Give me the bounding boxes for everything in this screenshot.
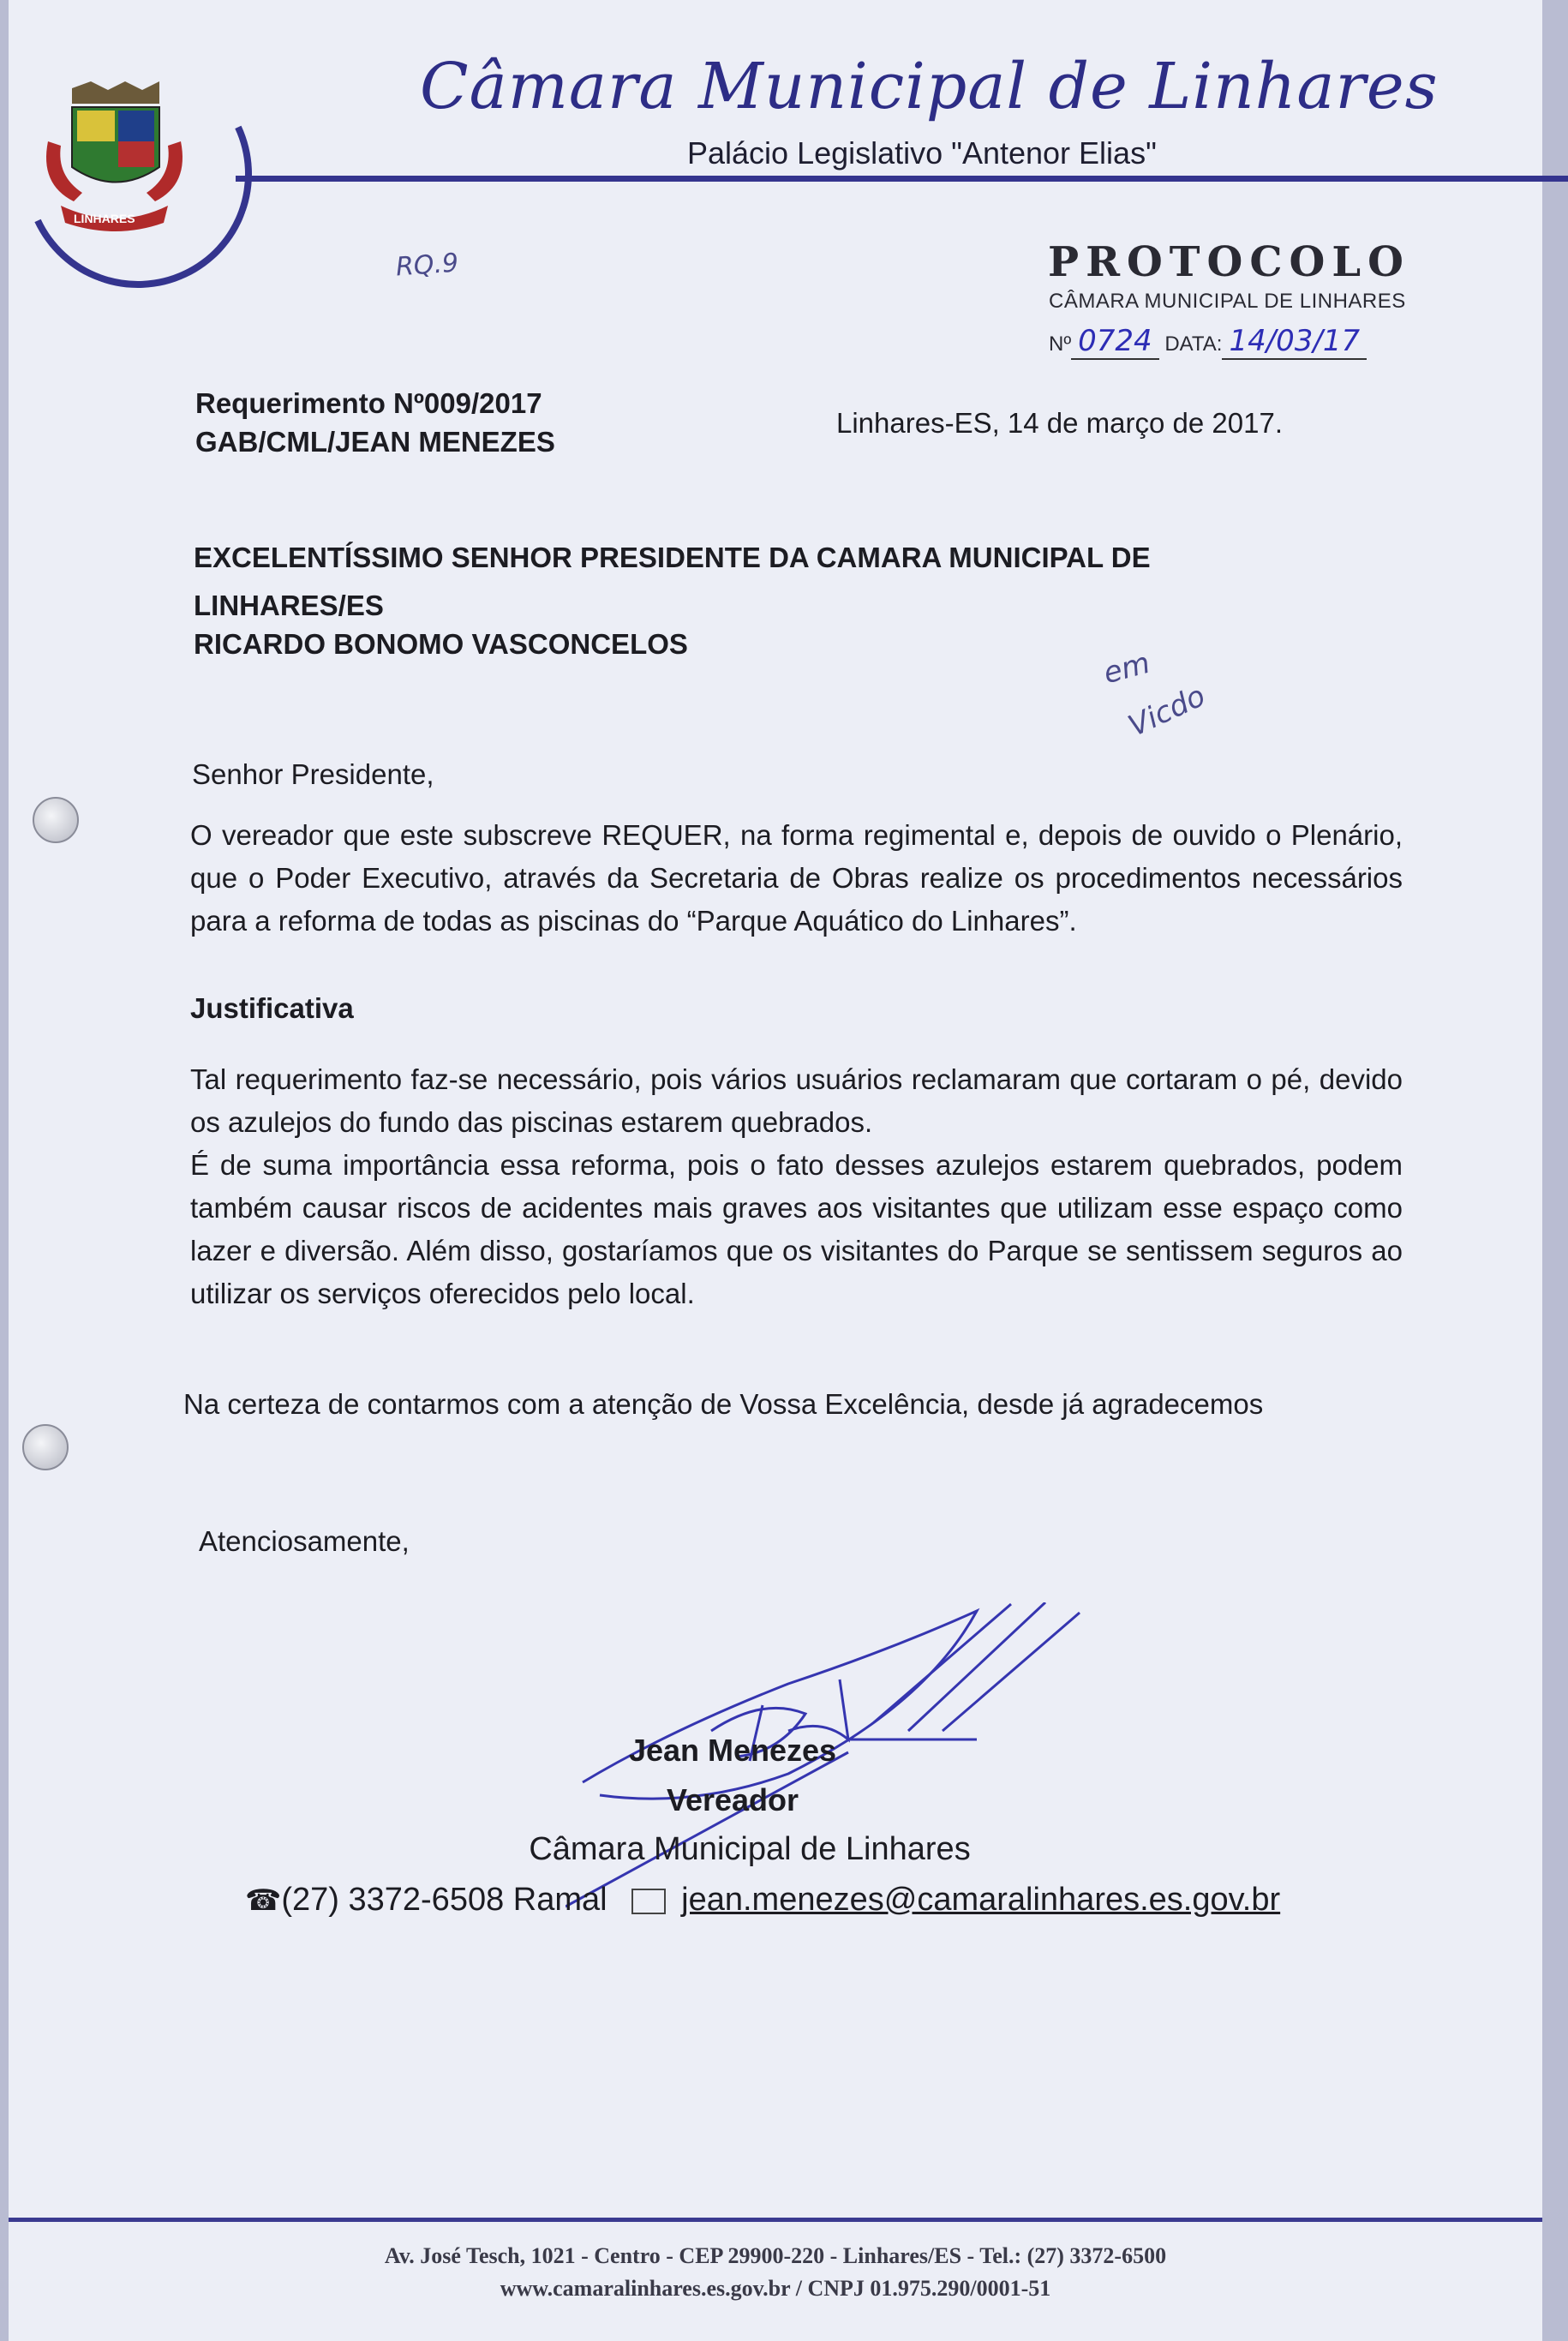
footer-rule	[9, 2218, 1542, 2222]
regards: Atenciosamente,	[199, 1525, 410, 1557]
handwritten-note-top: RQ.9	[394, 248, 460, 283]
contact-row	[245, 1882, 1280, 1919]
justification-paragraph-2: É de suma importância essa reforma, pois o fato desses azulejos estarem quebrados, podem também causar riscos de acidentes mais graves aos visitantes que utilizam esse espaço como lazer e diversão. Além disso, gostaríamos que os visitantes do Parque se sentissem seguros ao utilizar os serviços oferecidos pelo local.	[190, 1149, 1403, 1309]
email-link[interactable]: jean.menezes@camaralinhares.es.gov.br	[681, 1882, 1281, 1918]
addressee-line-2: LINHARES/ES	[194, 590, 384, 621]
salutation: Senhor Presidente,	[192, 758, 434, 790]
handwritten-note-side-1: em	[1099, 645, 1154, 692]
request-number: Requerimento Nº009/2017	[195, 387, 542, 419]
stamp-date-label: DATA:	[1164, 332, 1223, 356]
signer-institution: Câmara Municipal de Linhares	[529, 1831, 971, 1867]
phone-number: (27) 3372-6508 Ramal	[281, 1882, 607, 1918]
coat-of-arms-label: LINHARES	[74, 212, 135, 225]
addressee-line-1: EXCELENTÍSSIMO SENHOR PRESIDENTE DA CAMARA MUNICIPAL DE	[194, 542, 1151, 573]
stamp-number-value: 0724	[1071, 324, 1159, 360]
institution-name: Câmara Municipal de Linhares	[420, 50, 1439, 123]
closing-line: Na certeza de contarmos com a atenção de Vossa Excelência, desde já agradecemos	[183, 1388, 1264, 1420]
stamp-subtitle: CÂMARA MUNICIPAL DE LINHARES	[1049, 290, 1406, 313]
stamp-fields	[1049, 324, 1367, 360]
handwritten-note-side-2: Vicdo	[1122, 679, 1211, 744]
signer-name: Jean Menezes	[628, 1733, 837, 1768]
request-paragraph: O vereador que este subscreve REQUER, na forma regimental e, depois de ouvido o Plenário, que o Poder Executivo, através da Secretaria de Obras realize os procedimentos necessários para a reforma de todas as piscinas do “Parque Aquático do Linhares”.	[190, 819, 1403, 937]
stamp-number-label: Nº	[1049, 332, 1072, 356]
footer-address: Av. José Tesch, 1021 - Centro - CEP 29900-220 - Linhares/ES - Tel.: (27) 3372-6500	[384, 2243, 1167, 2268]
justification-paragraph-1: Tal requerimento faz-se necessário, pois vários usuários reclamaram que cortaram o pé, devido os azulejos do fundo das piscinas estarem quebrados.	[190, 1063, 1403, 1138]
header-rule	[236, 176, 1568, 182]
addressee-line-3: RICARDO BONOMO VASCONCELOS	[194, 628, 688, 660]
phone-icon: ☎	[245, 1884, 282, 1917]
stamp-title: PROTOCOLO	[1048, 238, 1410, 286]
office-reference: GAB/CML/JEAN MENEZES	[195, 426, 555, 458]
punch-hole-bottom	[22, 1424, 69, 1470]
stamp-date-value: 14/03/17	[1222, 324, 1367, 360]
footer-web: www.camaralinhares.es.gov.br / CNPJ 01.975.290/0001-51	[500, 2276, 1051, 2301]
place-date: Linhares-ES, 14 de março de 2017.	[836, 407, 1283, 439]
header-arc	[0, 28, 284, 320]
signer-role: Vereador	[666, 1782, 799, 1817]
email-icon	[631, 1889, 666, 1914]
document-page	[9, 0, 1542, 2341]
justification-title: Justificativa	[190, 992, 354, 1024]
palace-name: Palácio Legislativo "Antenor Elias"	[687, 135, 1157, 171]
punch-hole-top	[33, 797, 79, 843]
